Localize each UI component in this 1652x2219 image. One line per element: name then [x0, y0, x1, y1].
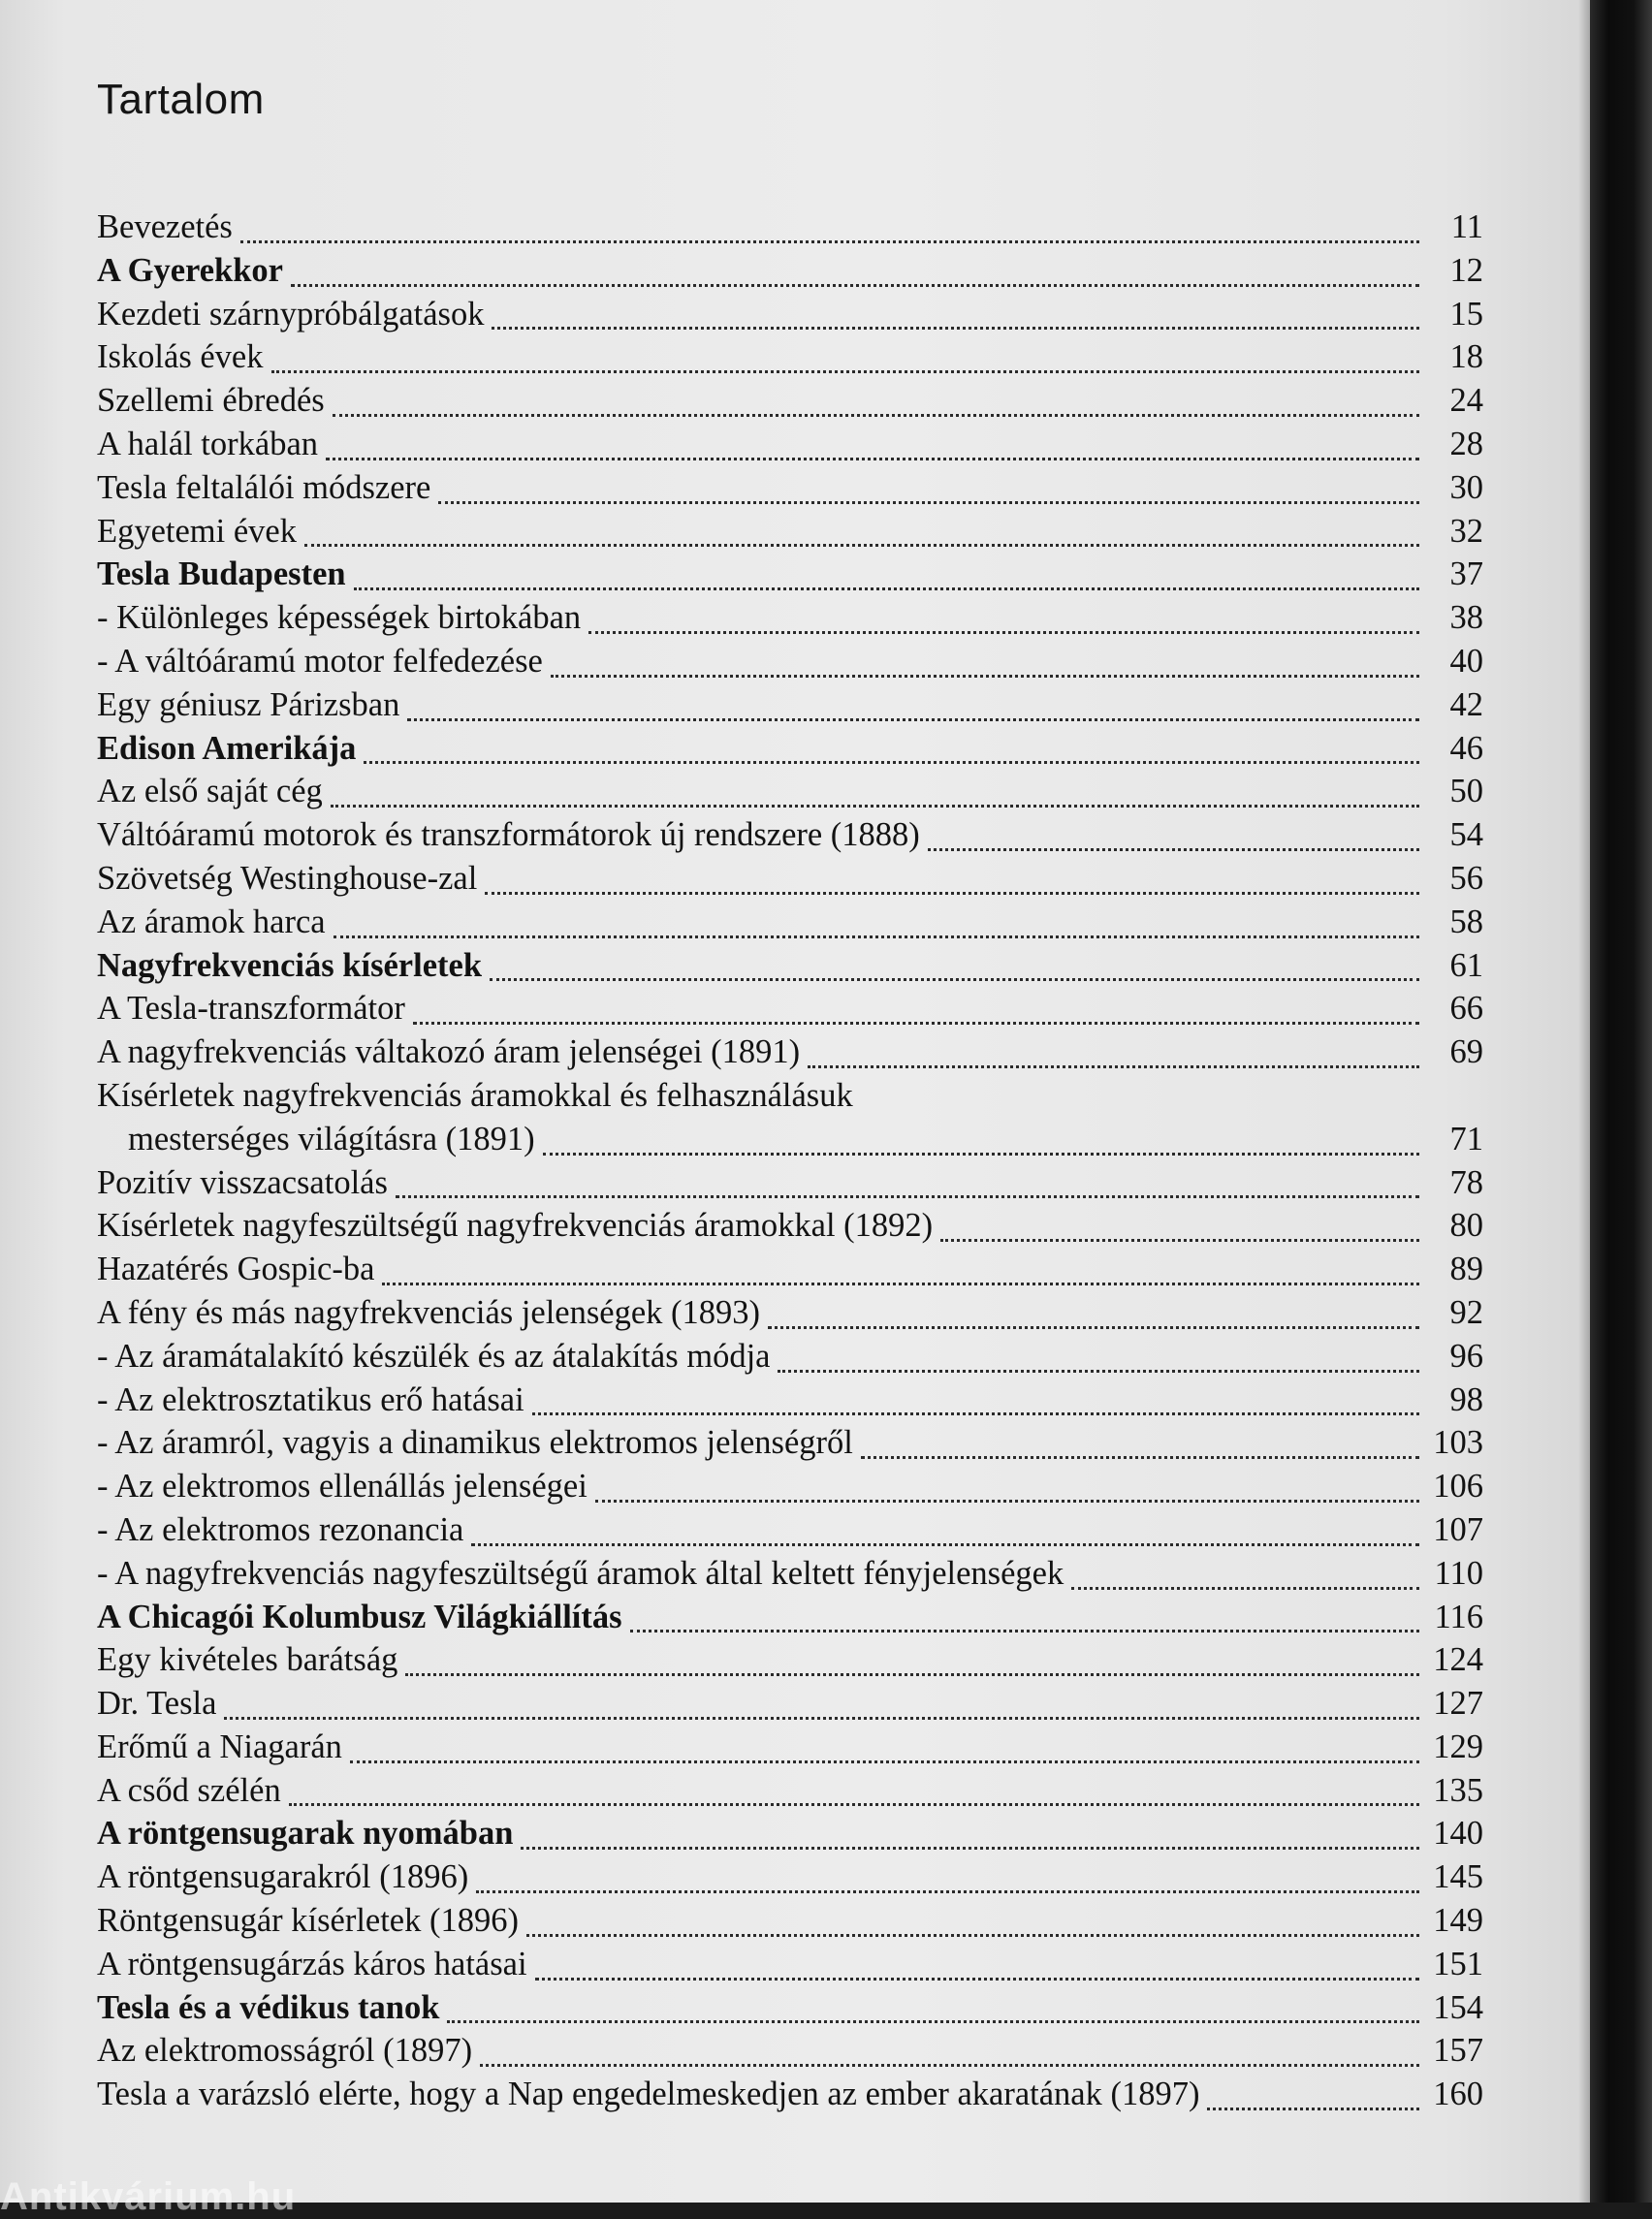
toc-entry — [97, 2073, 1483, 2116]
dot-leader — [471, 1509, 1419, 1546]
toc-entry-page: 69 — [1449, 1033, 1483, 1071]
dot-leader — [532, 1379, 1419, 1416]
toc-entry-page: 61 — [1449, 946, 1483, 984]
toc-entry — [97, 1552, 1483, 1596]
toc-entry-title: Nagyfrekvenciás kísérletek — [97, 946, 483, 984]
toc-entry-page: 80 — [1449, 1207, 1483, 1245]
toc-entry — [97, 293, 1483, 336]
toc-entry-title: A röntgensugárzás káros hatásai — [97, 1945, 527, 1982]
dot-leader — [476, 1857, 1419, 1894]
toc-entry-title: Egyetemi évek — [97, 512, 297, 550]
dot-leader — [326, 424, 1419, 460]
dot-leader — [289, 1770, 1419, 1807]
toc-entry-title: Tesla Budapesten — [97, 555, 346, 593]
dot-leader — [535, 1944, 1419, 1981]
toc-entry-page: 124 — [1433, 1641, 1483, 1679]
toc-entry-title: Váltóáramú motorok és transzformátorok új rendszere (1888) — [97, 816, 920, 854]
toc-entry-title: A Tesla-transzformátor — [97, 990, 405, 1028]
toc-entry — [97, 813, 1483, 857]
toc-entry — [97, 1421, 1483, 1465]
toc-entry-title: A fény és más nagyfrekvenciás jelenségek (1893) — [97, 1293, 761, 1331]
toc-entry — [97, 466, 1483, 510]
dot-leader — [354, 555, 1419, 591]
toc-entry-title: - A váltóáramú motor felfedezése — [97, 642, 543, 680]
toc-entry-title: A csőd szélén — [97, 1771, 281, 1809]
watermark: Antikvárium.hu — [0, 2175, 297, 2218]
dot-leader — [490, 945, 1419, 982]
dot-leader — [438, 467, 1419, 504]
dot-leader — [364, 728, 1419, 765]
toc-entry — [97, 335, 1483, 379]
toc-entry-page: 107 — [1433, 1510, 1483, 1548]
toc-entry-continuation — [97, 1118, 1483, 1161]
toc-entry — [97, 944, 1483, 988]
toc-entry-page: 106 — [1433, 1468, 1483, 1506]
toc-entry-title: Az áramok harca — [97, 903, 326, 940]
dot-leader — [485, 858, 1419, 895]
toc-entry-page: 54 — [1449, 816, 1483, 854]
toc-entry-title: A röntgensugarak nyomában — [97, 1815, 514, 1853]
toc-entry — [97, 1379, 1483, 1422]
toc-entry-title: Egy géniusz Párizsban — [97, 685, 400, 723]
page-title: Tartalom — [97, 76, 265, 123]
toc-entry-page: 71 — [1449, 1120, 1483, 1157]
dot-leader — [405, 1640, 1419, 1677]
toc-entry-page: 24 — [1449, 382, 1483, 420]
toc-entry-title: - Az elektromos rezonancia — [97, 1510, 464, 1548]
dot-leader — [396, 1162, 1419, 1199]
dot-leader — [492, 294, 1419, 331]
toc-entry-page: 40 — [1449, 642, 1483, 680]
toc-entry — [97, 1726, 1483, 1769]
dot-leader — [304, 511, 1419, 548]
toc-entry-title: Tesla feltalálói módszere — [97, 468, 431, 506]
toc-entry — [97, 1986, 1483, 2030]
table-of-contents — [97, 206, 1483, 2116]
dot-leader — [588, 597, 1419, 634]
toc-entry-page: 30 — [1449, 468, 1483, 506]
toc-entry-title: - A nagyfrekvenciás nagyfeszültségű áramok által keltett fényjelenségek — [97, 1554, 1064, 1592]
toc-entry-page: 46 — [1449, 729, 1483, 767]
dot-leader — [333, 380, 1419, 417]
dot-leader — [808, 1031, 1419, 1068]
toc-entry-page: 32 — [1449, 512, 1483, 550]
toc-entry-page: 135 — [1433, 1771, 1483, 1809]
toc-entry — [97, 1030, 1483, 1074]
dot-leader — [928, 814, 1419, 851]
toc-entry — [97, 1291, 1483, 1335]
toc-entry — [97, 1074, 1483, 1161]
toc-entry-page: 151 — [1433, 1945, 1483, 1982]
toc-entry — [97, 1638, 1483, 1682]
toc-entry — [97, 1769, 1483, 1813]
toc-entry-page: 92 — [1449, 1293, 1483, 1331]
toc-entry-title: A Chicagói Kolumbusz Világkiállítás — [97, 1598, 622, 1635]
dot-leader — [291, 250, 1419, 287]
toc-entry-title: Iskolás évek — [97, 338, 264, 376]
toc-entry-title: Szellemi ébredés — [97, 382, 325, 420]
toc-entry-page: 18 — [1449, 338, 1483, 376]
toc-entry-title-continued: mesterséges világításra (1891) — [128, 1120, 535, 1157]
toc-entry-title: Az elektromosságról (1897) — [97, 2032, 473, 2070]
toc-entry-page: 129 — [1433, 1728, 1483, 1765]
toc-entry-title: Erőmű a Niagarán — [97, 1728, 342, 1765]
toc-entry — [97, 1161, 1483, 1205]
toc-entry-page: 28 — [1449, 425, 1483, 462]
dot-leader — [521, 1814, 1419, 1851]
toc-entry-title: - Az áramátalakító készülék és az átalakítás módja — [97, 1337, 771, 1375]
toc-entry-page: 98 — [1449, 1380, 1483, 1418]
toc-entry — [97, 1596, 1483, 1639]
dot-leader — [271, 337, 1420, 374]
dot-leader — [331, 772, 1419, 808]
toc-entry-page: 157 — [1433, 2032, 1483, 2070]
toc-entry-title: Edison Amerikája — [97, 729, 357, 767]
toc-entry-title: - Különleges képességek birtokában — [97, 599, 582, 637]
toc-entry — [97, 553, 1483, 596]
dot-leader — [480, 2031, 1419, 2068]
toc-entry-page: 42 — [1449, 685, 1483, 723]
toc-entry-title: A nagyfrekvenciás váltakozó áram jelenségei (1891) — [97, 1033, 801, 1071]
toc-entry-title: Kísérletek nagyfeszültségű nagyfrekvenciás áramokkal (1892) — [97, 1207, 934, 1245]
toc-entry-page: 37 — [1449, 555, 1483, 593]
toc-entry-title: Tesla a varázsló elérte, hogy a Nap engedelmeskedjen az ember akaratának (1897) — [97, 2076, 1200, 2113]
toc-entry-title: A Gyerekkor — [97, 251, 283, 289]
toc-entry-page: 96 — [1449, 1337, 1483, 1375]
toc-entry — [97, 423, 1483, 466]
toc-entry — [97, 1204, 1483, 1248]
dot-leader — [350, 1727, 1419, 1763]
toc-entry-page: 110 — [1434, 1554, 1483, 1592]
dot-leader — [1071, 1553, 1419, 1590]
toc-entry — [97, 1465, 1483, 1508]
toc-entry-page: 149 — [1433, 1902, 1483, 1940]
toc-entry-page: 154 — [1433, 1988, 1483, 2026]
toc-entry — [97, 596, 1483, 640]
toc-entry-title: Tesla és a védikus tanok — [97, 1988, 440, 2026]
toc-entry-title: Kezdeti szárnypróbálgatások — [97, 295, 485, 333]
toc-entry-title: A halál torkában — [97, 425, 319, 462]
dot-leader — [940, 1206, 1419, 1243]
dot-leader — [240, 206, 1419, 243]
toc-entry-title: Dr. Tesla — [97, 1685, 217, 1723]
dot-leader — [551, 641, 1419, 678]
toc-entry-title: Pozitív visszacsatolás — [97, 1163, 388, 1201]
toc-entry — [97, 1812, 1483, 1855]
toc-entry-title: Bevezetés — [97, 208, 233, 245]
toc-entry — [97, 1508, 1483, 1552]
toc-entry-page: 38 — [1449, 599, 1483, 637]
toc-entry — [97, 206, 1483, 249]
toc-entry-page: 56 — [1449, 859, 1483, 897]
toc-entry-page: 12 — [1449, 251, 1483, 289]
toc-entry-page: 66 — [1449, 990, 1483, 1028]
toc-entry-title: Szövetség Westinghouse-zal — [97, 859, 478, 897]
dot-leader — [630, 1597, 1419, 1633]
toc-entry-page: 15 — [1449, 295, 1483, 333]
toc-entry-title: Röntgensugár kísérletek (1896) — [97, 1902, 519, 1940]
toc-entry — [97, 901, 1483, 944]
toc-entry — [97, 857, 1483, 901]
toc-entry-page: 78 — [1449, 1163, 1483, 1201]
toc-entry — [97, 987, 1483, 1030]
dot-leader — [778, 1336, 1419, 1373]
toc-entry — [97, 1899, 1483, 1943]
dot-leader — [861, 1423, 1419, 1460]
toc-entry-title: Hazatérés Gospic-ba — [97, 1251, 375, 1288]
toc-entry — [97, 1682, 1483, 1726]
toc-entry-page: 127 — [1433, 1685, 1483, 1723]
toc-entry-page: 11 — [1450, 208, 1483, 245]
toc-entry — [97, 640, 1483, 683]
dot-leader — [543, 1119, 1419, 1156]
toc-entry-page: 116 — [1434, 1598, 1483, 1635]
toc-entry — [97, 379, 1483, 423]
toc-entry-page: 140 — [1433, 1815, 1483, 1853]
dot-leader — [334, 902, 1419, 938]
dot-leader — [382, 1249, 1419, 1285]
dot-leader — [224, 1683, 1419, 1720]
toc-entry — [97, 1855, 1483, 1899]
book-binding — [1590, 0, 1652, 2203]
toc-entry-title: A röntgensugarakról (1896) — [97, 1858, 469, 1896]
dot-leader — [413, 989, 1419, 1026]
dot-leader — [595, 1466, 1419, 1503]
toc-entry-page: 160 — [1433, 2076, 1483, 2113]
toc-entry-page: 103 — [1433, 1424, 1483, 1462]
toc-entry — [97, 2029, 1483, 2073]
toc-entry — [97, 727, 1483, 771]
toc-entry-page: 89 — [1449, 1251, 1483, 1288]
toc-entry-title: Egy kivételes barátság — [97, 1641, 398, 1679]
toc-entry — [97, 1943, 1483, 1986]
toc-entry-title: Az első saját cég — [97, 773, 323, 810]
toc-entry-page: 145 — [1433, 1858, 1483, 1896]
toc-entry-page: 58 — [1449, 903, 1483, 940]
toc-entry-page: 50 — [1449, 773, 1483, 810]
toc-entry-title: Kísérletek nagyfrekvenciás áramokkal és felhasználásuk — [97, 1076, 853, 1114]
dot-leader — [1207, 2075, 1419, 2111]
dot-leader — [768, 1292, 1419, 1329]
toc-entry — [97, 683, 1483, 727]
dot-leader — [526, 1900, 1419, 1937]
toc-entry-title: - Az elektrosztatikus erő hatásai — [97, 1380, 524, 1418]
toc-entry-title: - Az áramról, vagyis a dinamikus elektromos jelenségről — [97, 1424, 853, 1462]
toc-entry — [97, 770, 1483, 813]
dot-leader — [407, 684, 1419, 721]
toc-entry — [97, 510, 1483, 554]
toc-entry-title: - Az elektromos ellenállás jelenségei — [97, 1468, 588, 1506]
toc-entry — [97, 1248, 1483, 1291]
toc-entry — [97, 1335, 1483, 1379]
toc-entry — [97, 249, 1483, 293]
dot-leader — [447, 1987, 1419, 2024]
